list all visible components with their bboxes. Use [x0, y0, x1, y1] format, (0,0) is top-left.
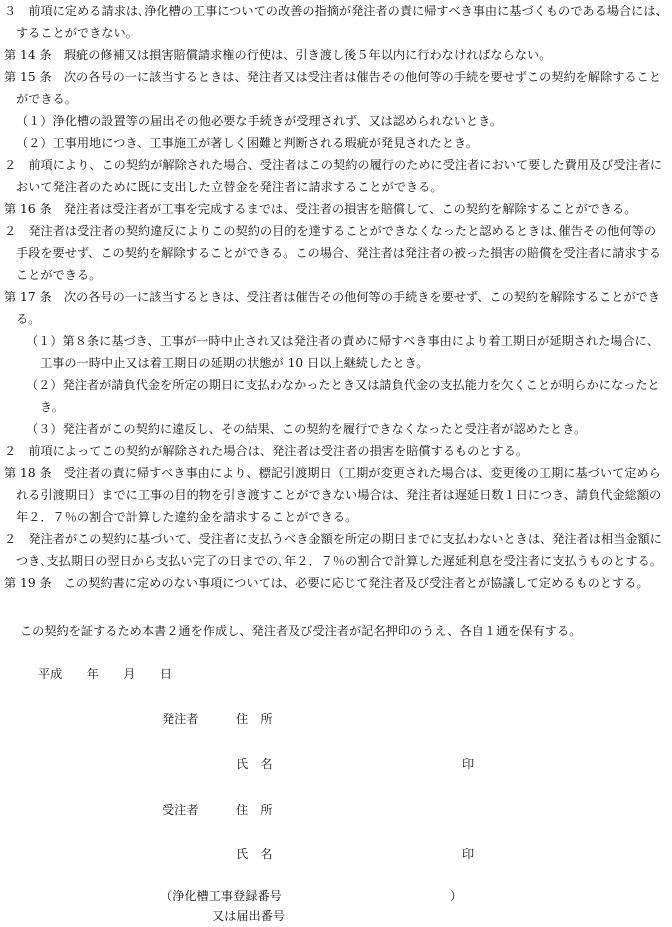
clause-line: る。	[16, 312, 41, 326]
clause-line: ２ 発注者は受注者の契約違反によりこの契約の目的を達することができなくなったと認めるときは､催告その他何等の	[4, 224, 657, 238]
contractor-address-label: 住 所	[236, 803, 273, 817]
clause-line: れる引渡期日）までに工事の目的物を引き渡すことができない場合は、発注者は遅延日数１日につき、請負代金総額の	[16, 488, 662, 502]
article-14: 第 14 条 瑕疵の修補又は損害賠償請求権の行使は、引き渡し後５年以内に行わなければならない。	[4, 48, 552, 62]
list-item-continuation: 工事の一時中止又は着工期日の延期の状態が 10 日以上継続したとき。	[40, 356, 429, 370]
contractor-name-label: 氏 名	[236, 847, 273, 861]
article-17: 第 17 条 次の各号の一に該当するときは、受注者は催告その他何等の手続きを要せず、この契約を解除することができ	[4, 290, 661, 304]
article-19: 第 19 条 この契約書に定めのない事項については、必要に応じて発注者及び受注者とが協議して定めるものとする。	[4, 576, 649, 590]
article-16: 第 16 条 発注者は受注者が工事を完成するまでは、受注者の損害を賠償して、この契約を解除することができる。	[4, 202, 637, 216]
orderer-name-label: 氏 名	[236, 757, 273, 771]
registration-number-label: （浄化槽工事登録番号	[160, 889, 282, 903]
clause-line: ことができる。	[16, 268, 102, 282]
clause-line: 手段を要せず、この契約を解除することができる。この場合、発注者は発注者の被った損害の賠償を受注者に請求する	[16, 246, 661, 260]
orderer-address-label: 住 所	[236, 712, 273, 726]
contractor-seal-mark: 印	[462, 847, 475, 861]
list-item: （２）発注者が請負代金を所定の期日に支払わなかったとき又は請負代金の支払能力を欠くことが明らかになったと	[26, 378, 660, 392]
contract-body	[4, 0, 668, 594]
clause-line: ２ 前項により、この契約が解除された場合、受注者はこの契約の履行のために受注者において要した費用及び受注者に	[4, 158, 663, 172]
notification-number-label: 又は届出番号	[212, 909, 286, 923]
list-item-continuation: き。	[40, 400, 64, 414]
orderer-label: 発注者	[162, 712, 199, 726]
registration-close-paren: ）	[450, 889, 463, 903]
list-item: （３）発注者がこの契約に違反し、その結果、この契約を履行できなくなったと受注者が認めたとき。	[26, 422, 587, 436]
clause-line: 年２．７％の割合で計算した違約金を請求することができる。	[16, 510, 358, 524]
clause-line: ２ 前項によってこの契約が解除された場合は、発注者は受注者の損害を賠償するものとする。	[4, 444, 529, 458]
list-item: （２）工事用地につき、工事施工が著しく困難と判断される瑕疵が発見されたとき。	[16, 136, 478, 150]
list-item: （１）第８条に基づき、工事が一時中止され又は発注者の責めに帰すべき事由により着工期日が延期された場合に、	[26, 334, 660, 348]
contractor-label: 受注者	[162, 803, 199, 817]
clause-line: おいて発注者のために既に支出した立替金を発注者に請求することができる。	[16, 180, 443, 194]
list-item: （１）浄化槽の設置等の届出その他必要な手続きが受理されず、又は認められないとき。	[16, 114, 503, 128]
closing-statement: この契約を証するため本書２通を作成し、発注者及び受注者が記名押印のうえ、各自１通を保有する。	[20, 624, 582, 638]
clause-line: つき､支払期日の翌日から支払い完了の日までの､年２．７％の割合で計算した遅延利息を受注者に支払うものとする。	[16, 554, 662, 568]
orderer-seal-mark: 印	[462, 757, 475, 771]
article-18: 第 18 条 受注者の責に帰すべき事由により、標記引渡期日（工期が変更された場合は、変更後の工期に基づいて定めら	[4, 466, 661, 480]
date-line: 平成 年 月 日	[38, 667, 173, 681]
clause-line: ２ 発注者がこの契約に基づいて、受注者に支払うべき金額を所定の期日までに支払わないときは、発注者は相当金額に	[4, 532, 662, 546]
article-15: 第 15 条 次の各号の一に該当するときは、発注者又は受注者は催告その他何等の手続を要せずこの契約を解除すること	[4, 70, 662, 84]
clause-line: ３ 前項に定める請求は､浄化槽の工事についての改善の指摘が発注者の責に帰すべき事由に基づくものである場合には、	[4, 4, 668, 18]
clause-line: ができる。	[16, 92, 77, 106]
clause-line: することができない。	[16, 26, 138, 40]
